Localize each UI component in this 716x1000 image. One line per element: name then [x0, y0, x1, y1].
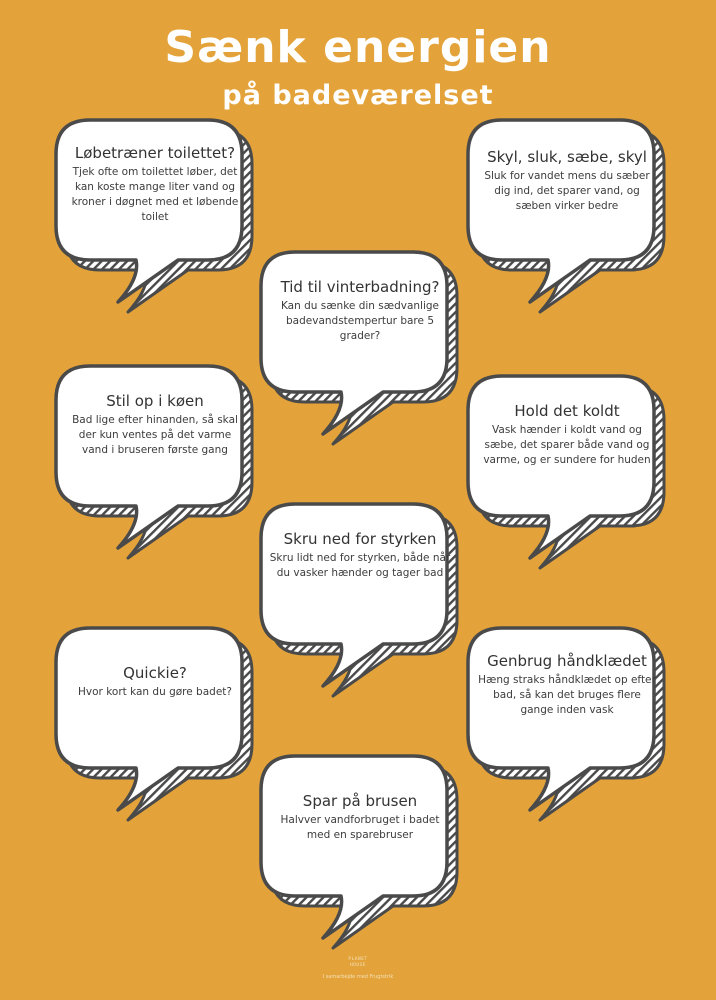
logo-text: PLANET HOUSE [348, 957, 368, 968]
tip-body: Bad lige efter hinanden, så skal der kun ventes på det varme vand i bruseren første gang [72, 414, 238, 456]
speech-bubble-quickie [50, 624, 260, 816]
tip-heading: Stil op i køen [106, 392, 204, 410]
bubble-front [56, 628, 242, 810]
speech-bubble-icon [255, 248, 465, 440]
speech-bubble-cold [462, 372, 672, 564]
speech-bubble-queue [50, 362, 260, 554]
speech-bubble-toilet [50, 116, 260, 308]
poster-subtitle: på badeværelset [222, 80, 494, 111]
speech-bubble-icon [255, 500, 465, 692]
poster-title: Sænk energien [164, 22, 552, 73]
bubble-front [261, 756, 447, 938]
speech-bubble-soap [462, 116, 672, 308]
speech-bubble-shower [255, 752, 465, 944]
tip-heading: Tid til vinterbadning? [280, 278, 440, 296]
tip-body: Tjek ofte om toilettet løber, det kan koste mange liter vand og kroner i døgnet med et løbende toilet [71, 166, 239, 223]
speech-bubble-icon [462, 372, 672, 564]
tip-heading: Spar på brusen [302, 792, 418, 810]
tip-heading: Hold det koldt [514, 402, 620, 420]
tip-body: Hvor kort kan du gøre badet? [78, 686, 232, 698]
tip-body: Skru lidt ned for styrken, både når du vasker hænder og tager bad [269, 552, 451, 579]
tip-body: Kan du sænke din sædvanlige badevandstempertur bare 5 grader? [280, 300, 439, 342]
tip-body: Vask hænder i koldt vand og sæbe, det sparer både vand og varme, og er sundere for huden [483, 424, 651, 466]
speech-bubble-winter-bath [255, 248, 465, 440]
speech-bubble-towel [462, 624, 672, 816]
footer-caption: I samarbejde med Frugtstrik [322, 974, 394, 980]
speech-bubble-pressure [255, 500, 465, 692]
tip-heading: Genbrug håndklædet [487, 652, 647, 670]
tip-body: Halvver vandforbruget i badet med en sparebruser [280, 814, 440, 841]
tip-heading: Skyl, sluk, sæbe, skyl [487, 148, 647, 166]
tip-body: Sluk for vandet mens du sæber dig ind, det sparer vand, og sæben virker bedre [484, 170, 650, 212]
tip-heading: Skru ned for styrken [283, 530, 437, 548]
tip-heading: Quickie? [123, 664, 187, 682]
footer-logo [340, 957, 376, 971]
speech-bubble-icon [50, 362, 260, 554]
tip-body: Hæng straks håndklædet op efter bad, så kan det bruges flere gange inden vask [478, 674, 656, 716]
speech-bubble-icon [50, 624, 260, 816]
speech-bubble-icon [255, 752, 465, 944]
tip-heading: Løbetræner toilettet? [74, 144, 236, 162]
